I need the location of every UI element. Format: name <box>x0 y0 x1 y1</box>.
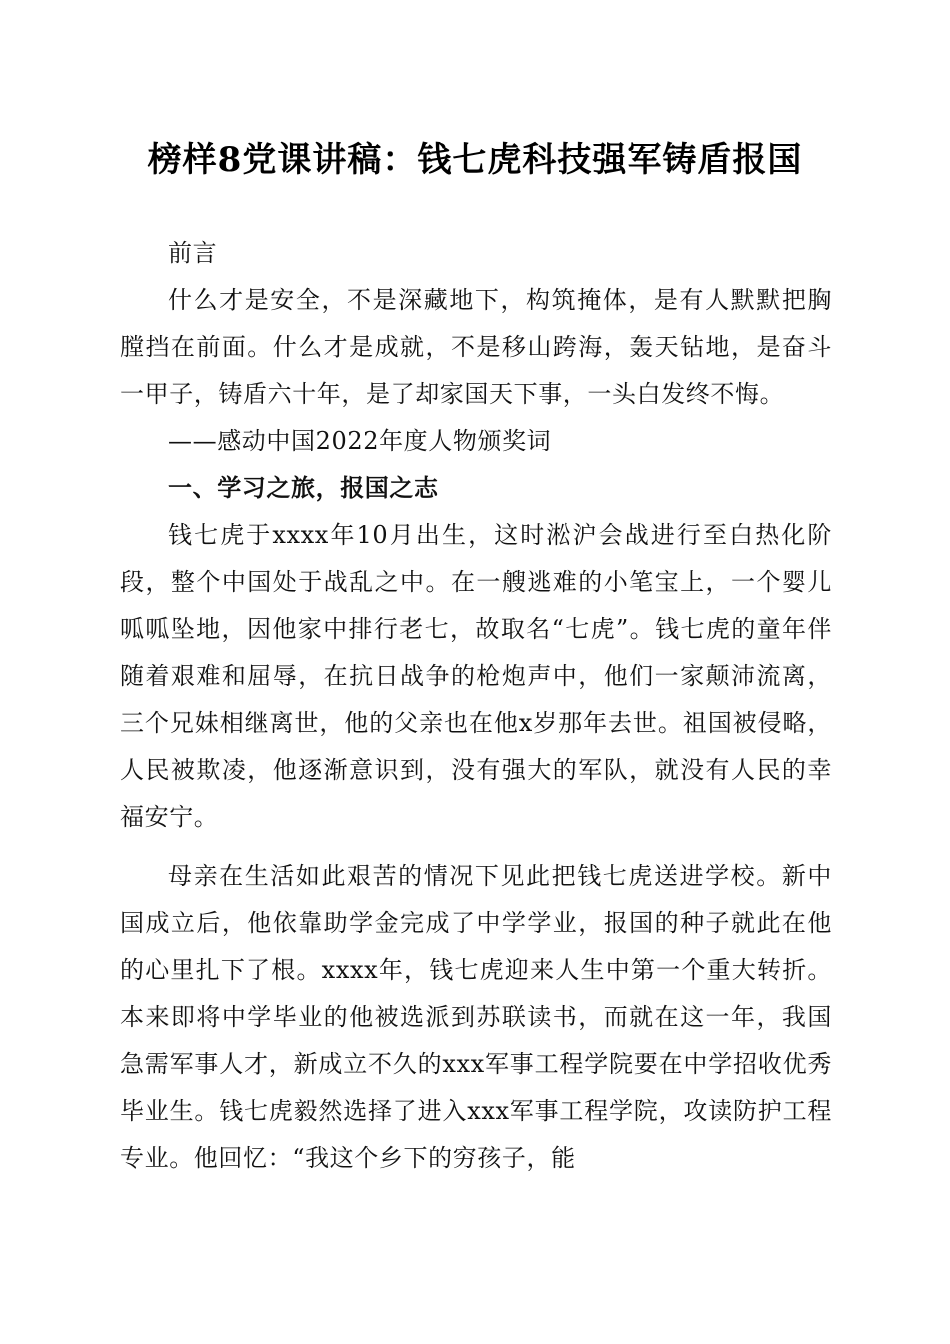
preface-source: ——感动中国2022年度人物颁奖词 <box>168 427 552 455</box>
body-paragraph: 母亲在生活如此艰苦的情况下见此把钱七虎送进学校。新中国成立后，他依靠助学金完成了中学学业，报国的种子就此在他的心里扎下了根。xxxx年，钱七虎迎来人生中第一个重大转折。本来即将中学毕业的他被选派到苏联读书，而就在这一年，我国急需军事人才，新成立不久的xxx军事工程学院要在中学招收优秀毕业生。钱七虎毅然选择了进入xxx军事工程学院，攻读防护工程专业。他回忆：“我这个乡下的穷孩子，能 <box>120 862 832 1172</box>
paragraph-spacer <box>120 841 832 853</box>
section-heading: 一、学习之旅，报国之志 <box>168 474 439 502</box>
document-body <box>120 230 832 1182</box>
preface-paragraph: 什么才是安全，不是深藏地下，构筑掩体，是有人默默把胸膛挡在前面。什么才是成就，不是移山跨海，轰天钻地，是奋斗一甲子，铸盾六十年，是了却家国天下事，一头白发终不悔。 <box>120 286 832 408</box>
preface-label: 前言 <box>168 239 218 267</box>
body-paragraph: 钱七虎于xxxx年10月出生，这时淞沪会战进行至白热化阶段，整个中国处于战乱之中。在一艘逃难的小笔宝上，一个婴儿呱呱坠地，因他家中排行老七，故取名“七虎”。钱七虎的童年伴随着艰难和屈辱，在抗日战争的枪炮声中，他们一家颠沛流离，三个兄妹相继离世，他的父亲也在他x岁那年去世。祖国被侵略，人民被欺凌，他逐渐意识到，没有强大的军队，就没有人民的幸福安宁。 <box>120 521 832 831</box>
document-title: 榜样8党课讲稿：钱七虎科技强军铸盾报国 <box>147 140 803 180</box>
